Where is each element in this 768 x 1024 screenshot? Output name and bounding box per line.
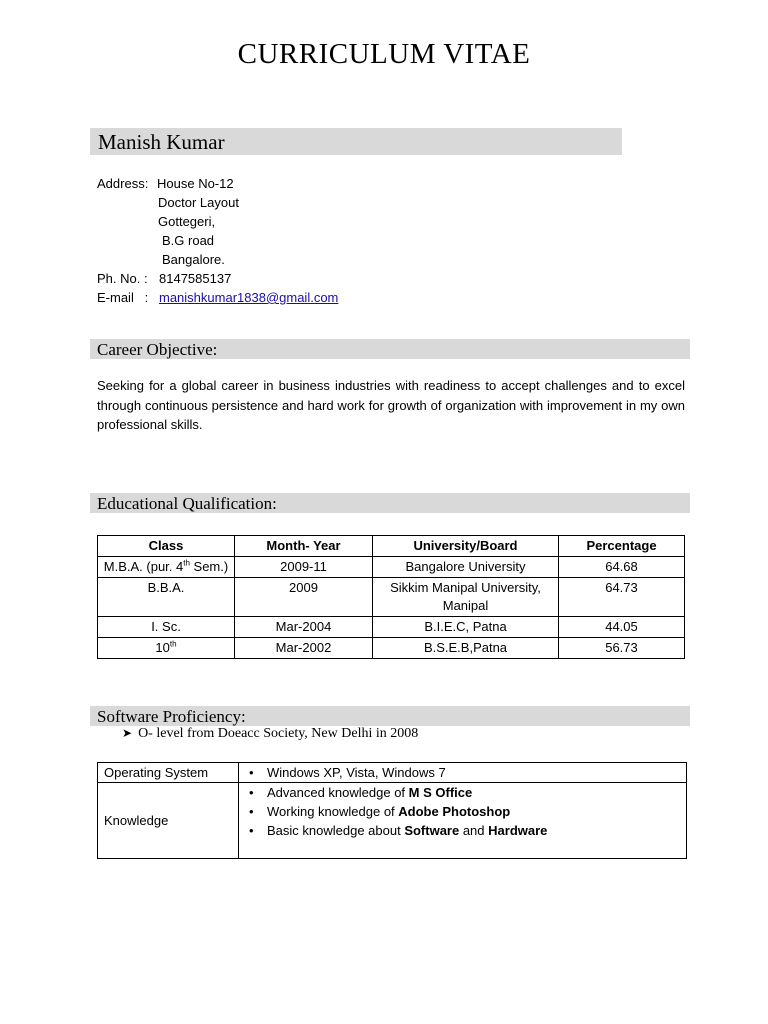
year-cell: 2009 [235, 578, 373, 617]
email-link[interactable]: manishkumar1838@gmail.com [159, 290, 339, 305]
percentage-cell: 64.68 [559, 557, 685, 578]
table-row [98, 638, 685, 659]
career-objective-header [90, 339, 690, 359]
knowledge-label: Knowledge [98, 783, 239, 859]
list-item: • Windows XP, Vista, Windows 7 [245, 763, 680, 782]
column-header: Month- Year [235, 536, 373, 557]
knowledge-cell [239, 783, 687, 859]
list-item: • Basic knowledge about Software and Hardware [245, 821, 680, 840]
address-line: House No-12 [157, 176, 234, 191]
class-cell: M.B.A. (pur. 4th Sem.) [98, 557, 235, 578]
percentage-cell: 44.05 [559, 617, 685, 638]
section-heading: Career Objective: [97, 340, 218, 359]
document-title: CURRICULUM VITAE [237, 38, 531, 70]
section-heading: Educational Qualification: [97, 494, 277, 513]
table-row [98, 578, 685, 617]
os-value-cell [239, 763, 687, 783]
percentage-cell: 56.73 [559, 638, 685, 659]
name-header [90, 128, 622, 155]
email-label: E-mail : [97, 290, 149, 305]
table-row [98, 763, 687, 783]
year-cell: Mar-2002 [235, 638, 373, 659]
candidate-name: Manish Kumar [98, 130, 225, 154]
education-header [90, 493, 690, 513]
column-header: Class [98, 536, 235, 557]
column-header: University/Board [373, 536, 559, 557]
board-cell: Sikkim Manipal University, Manipal [373, 578, 559, 617]
phone-value: 8147585137 [159, 271, 232, 286]
table-row [98, 783, 687, 859]
phone-label: Ph. No. : [97, 271, 148, 286]
education-table [97, 535, 685, 659]
class-cell: 10th [98, 638, 235, 659]
year-cell: Mar-2004 [235, 617, 373, 638]
table-row [98, 557, 685, 578]
table-header-row [98, 536, 685, 557]
o-level-item [122, 726, 418, 742]
o-level-text: O- level from Doeacc Society, New Delhi in 2008 [138, 726, 419, 741]
career-objective-text: Seeking for a global career in business industries with readiness to accept challenges and to excel through continuous persistence and hard work for growth of organization with improvement in my own professional skills. [97, 378, 685, 432]
class-cell: B.B.A. [98, 578, 235, 617]
year-cell: 2009-11 [235, 557, 373, 578]
section-heading: Software Proficiency: [97, 707, 246, 726]
os-label: Operating System [98, 763, 239, 783]
software-table [97, 762, 687, 859]
arrow-bullet-icon: ➤ [122, 726, 133, 740]
board-cell: B.S.E.B,Patna [373, 638, 559, 659]
percentage-cell: 64.73 [559, 578, 685, 617]
list-item: • Working knowledge of Adobe Photoshop [245, 802, 680, 821]
column-header: Percentage [559, 536, 685, 557]
class-cell: I. Sc. [98, 617, 235, 638]
address-line: Gottegeri, [158, 214, 216, 229]
address-label: Address: [97, 176, 149, 191]
list-item: • Advanced knowledge of M S Office [245, 783, 680, 802]
board-cell: Bangalore University [373, 557, 559, 578]
board-cell: B.I.E.C, Patna [373, 617, 559, 638]
table-row [98, 617, 685, 638]
address-line: Doctor Layout [158, 195, 239, 210]
address-line: Bangalore. [162, 252, 225, 267]
address-line: B.G road [162, 233, 215, 248]
software-header [90, 706, 690, 726]
